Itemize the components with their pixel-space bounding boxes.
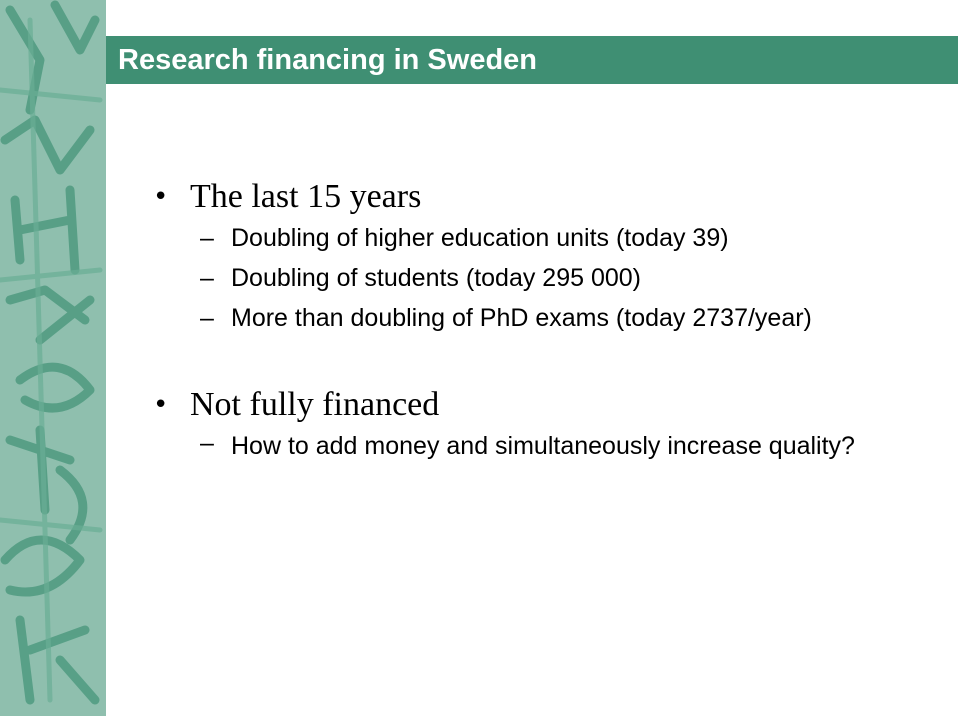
sub-item: [150, 298, 930, 338]
sub-list: [150, 426, 930, 463]
dash-icon: –: [200, 304, 214, 332]
slide-content: [150, 176, 930, 463]
dash-icon: –: [200, 264, 214, 292]
sub-item: [150, 218, 930, 258]
dash-icon: –: [200, 429, 214, 457]
title-bar: [106, 36, 958, 84]
sub-item-text: More than doubling of PhD exams (today 2737/year): [231, 304, 812, 332]
sub-item-text: Doubling of students (today 295 000): [231, 264, 641, 292]
dash-icon: –: [200, 224, 214, 252]
sub-item: [150, 258, 930, 298]
bullet-item: [150, 176, 930, 218]
bullet-text: The last 15 years: [190, 178, 422, 215]
sub-item-text: Doubling of higher education units (today 39): [231, 224, 729, 252]
sub-item-text: How to add money and simultaneously increase quality?: [231, 432, 855, 460]
sub-list: [150, 218, 930, 338]
sub-item: [150, 426, 911, 463]
bullet-item: [150, 384, 930, 426]
bullet-text: Not fully financed: [190, 386, 440, 423]
bullet-icon: •: [153, 390, 169, 420]
slide-title: Research financing in Sweden: [118, 44, 537, 76]
decorative-sidebar: [0, 0, 106, 716]
bullet-icon: •: [153, 182, 169, 212]
calligraphy-pattern-icon: [0, 0, 106, 716]
